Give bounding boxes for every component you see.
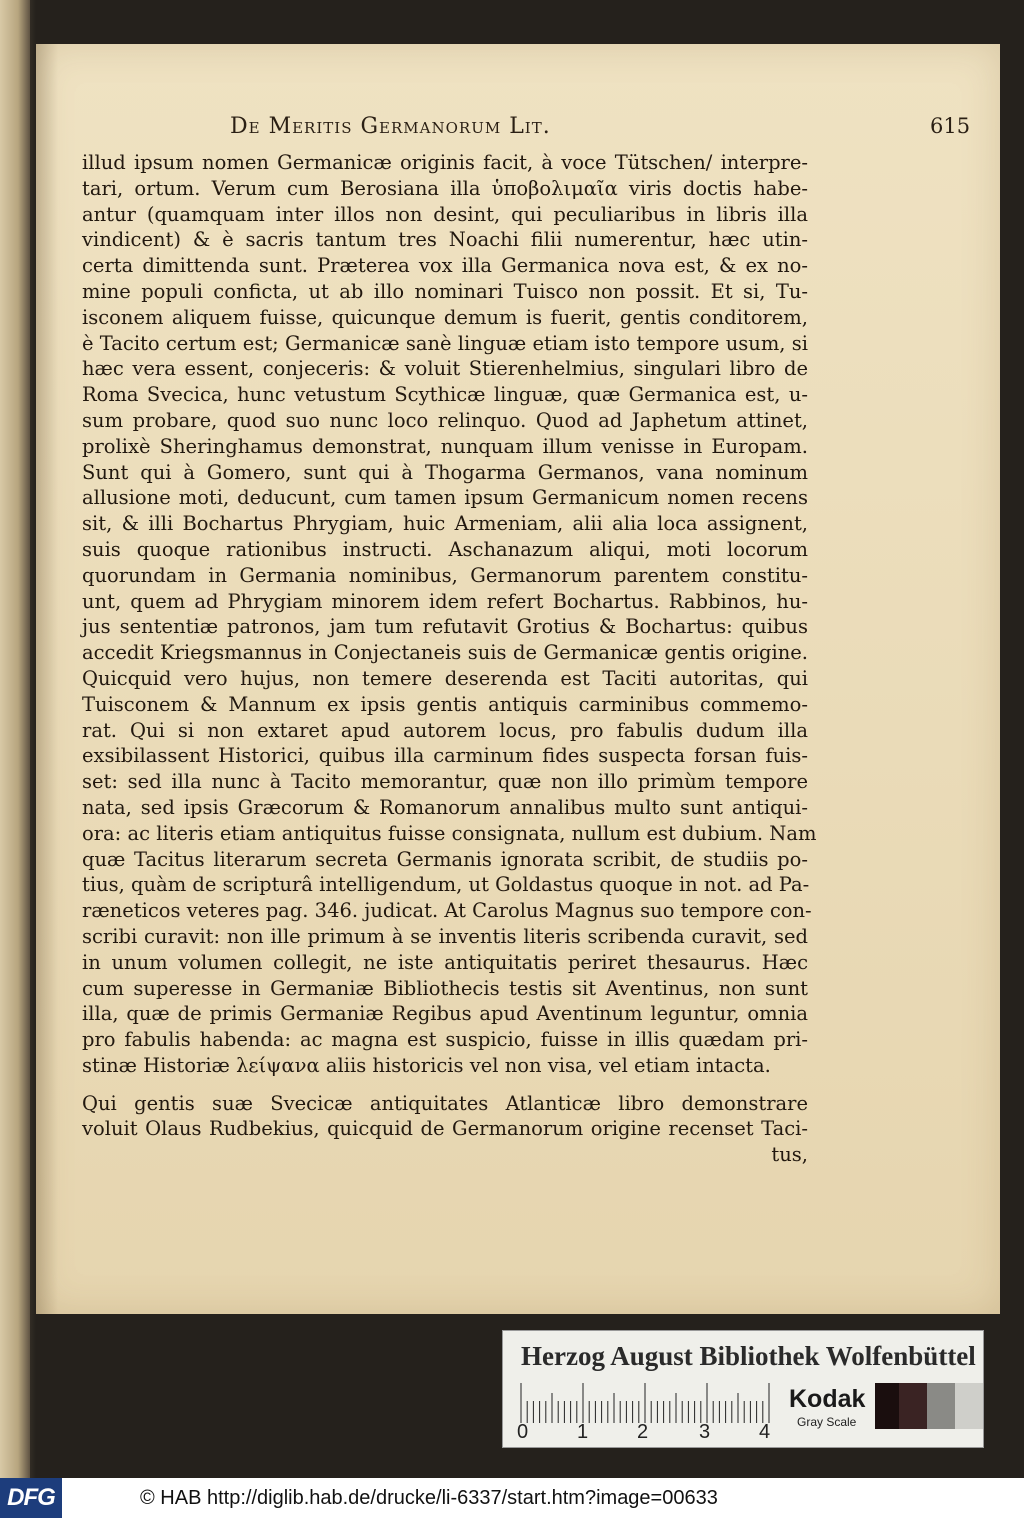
- text-line: set: sed illa nunc à Tacito memorantur, quæ non illo primùm tempore: [82, 770, 808, 794]
- text-line: vindicent) & è sacris tantum tres Noachi filii numerentur, hæc utin-: [82, 228, 808, 252]
- text-line: tius, quàm de scripturâ intelligendum, ut Goldastus quoque in not. ad Pa-: [82, 873, 810, 897]
- text-line: rat. Qui si non extaret apud autorem locus, pro fabulis dudum illa: [82, 718, 808, 742]
- text-line: certa dimittenda sunt. Præterea vox illa Germanica nova est, & ex no-: [82, 254, 808, 278]
- gray-scale-label: Gray Scale: [797, 1415, 857, 1429]
- ruler-number: 2: [637, 1421, 649, 1443]
- text-line: mine populi conficta, ut ab illo nominari Tuisco non possit. Et si, Tu-: [82, 279, 808, 303]
- gray-swatch: [955, 1383, 983, 1429]
- page-number: 615: [930, 114, 971, 138]
- text-line: quorundam in Germania nominibus, Germanorum parentem constitu-: [82, 563, 808, 587]
- library-name: Herzog August Bibliothek Wolfenbüttel: [521, 1341, 976, 1371]
- text-line: pro fabulis habenda: ac magna est suspicio, fuisse in illis quædam pri-: [82, 1028, 808, 1052]
- text-line: Tuisconem & Mannum ex ipsis gentis antiquis carminibus commemo-: [82, 692, 808, 716]
- copyright-link[interactable]: © HAB http://diglib.hab.de/drucke/li-6337/start.htm?image=00633: [140, 1487, 718, 1509]
- paragraph-2: [82, 1091, 808, 1168]
- kodak-logo: Kodak: [789, 1385, 866, 1413]
- text-line: illud ipsum nomen Germanicæ originis facit, à voce Tütschen/ interpre-: [82, 151, 808, 174]
- color-reference-card: [502, 1330, 984, 1448]
- ruler-numbers: [517, 1421, 779, 1445]
- text-line: sit, & illi Bochartus Phrygiam, huic Armeniam, alii alia loca assignent,: [82, 512, 808, 536]
- text-line: tus,: [771, 1143, 808, 1167]
- text-line: in unum volumen collegit, ne iste antiquitatis periret thesaurus. Hæc: [82, 950, 808, 974]
- viewer-footer: [0, 1478, 1024, 1518]
- text-line: jus sententiæ patronos, jam tum refutavit Grotius & Bochartus: quibus: [82, 615, 808, 639]
- text-line: Sunt qui à Gomero, sunt qui à Thogarma Germanos, vana nominum: [82, 460, 808, 484]
- text-line: accedit Kriegsmannus in Conjectaneis suis de Germanicæ gentis origine.: [82, 641, 808, 665]
- text-line: ora: ac literis etiam antiquitus fuisse consignata, nullum est dubium. Nam: [82, 821, 817, 845]
- text-line: antur (quamquam inter illos non desint, qui peculiaribus in libris illa: [82, 202, 808, 226]
- text-line: prolixè Sheringhamus demonstrat, nunquam illum venisse in Europam.: [82, 434, 808, 458]
- ruler-number: 3: [699, 1421, 711, 1443]
- paragraph-1: [82, 150, 817, 1079]
- text-line: Qui gentis suæ Svecicæ antiquitates Atlanticæ libro demonstrare: [82, 1091, 808, 1115]
- ruler-number: 0: [517, 1421, 529, 1443]
- text-line: scribi curavit: non ille primum à se inventis literis scribenda curavit, sed: [82, 924, 808, 948]
- text-line: tari, ortum. Verum cum Berosiana illa ὑποβολιμαῖα viris doctis habe-: [82, 176, 808, 200]
- text-line: suis quoque rationibus instructi. Aschanazum aliqui, moti locorum: [82, 537, 808, 561]
- running-head: De Meritis Germanorum Lit.: [230, 114, 551, 139]
- gray-swatch: [875, 1383, 899, 1429]
- page-text: [82, 150, 817, 1168]
- text-line: exsibilassent Historici, quibus illa carminum fides suspecta forsan fuis-: [82, 744, 808, 768]
- adjacent-page-edge: [0, 0, 30, 1478]
- text-line: cum superesse in Germaniæ Bibliothecis testis sit Aventinus, non sunt: [82, 976, 808, 1000]
- text-line: nata, sed ipsis Græcorum & Romanorum annalibus multo sunt antiqui-: [82, 795, 808, 819]
- ruler-number: 1: [577, 1421, 589, 1443]
- text-line: quæ Tacitus literarum secreta Germanis ignorata scribit, de studiis po-: [82, 847, 808, 871]
- text-line: Quicquid vero hujus, non temere deserenda est Taciti autoritas, qui: [82, 666, 808, 690]
- text-line: stinæ Historiæ λείψανα aliis historicis vel non visa, vel etiam intacta.: [82, 1053, 771, 1077]
- dfg-logo: DFG: [0, 1478, 62, 1518]
- text-line: è Tacito certum est; Germanicæ sanè linguæ etiam isto tempore usum, si: [82, 331, 808, 355]
- text-line: voluit Olaus Rudbekius, quicquid de Germanorum origine recenset Taci-: [82, 1117, 808, 1141]
- text-line: ræneticos veteres pag. 346. judicat. At Carolus Magnus suo tempore con-: [82, 899, 812, 923]
- text-line: Roma Svecica, hunc vetustum Scythicæ linguæ, quæ Germanica est, u-: [82, 383, 808, 407]
- text-line: hæc vera essent, conjeceris: & voluit Stierenhelmius, singulari libro de: [82, 357, 808, 381]
- gray-swatches: [875, 1383, 983, 1429]
- text-line: illa, quæ de primis Germaniæ Regibus apud Aventinum leguntur, omnia: [82, 1002, 808, 1026]
- text-line: allusione moti, deducunt, cum tamen ipsum Germanicum nomen recens: [82, 486, 808, 510]
- text-line: isconem aliquem fuisse, quicunque demum is fuerit, gentis conditorem,: [82, 305, 808, 329]
- ruler-scale: [519, 1383, 773, 1423]
- gray-swatch: [899, 1383, 927, 1429]
- text-line: unt, quem ad Phrygiam minorem idem refert Bochartus. Rabbinos, hu-: [82, 589, 808, 613]
- gray-swatch: [927, 1383, 955, 1429]
- ruler-number: 4: [759, 1421, 771, 1443]
- text-line: sum probare, quod suo nunc loco relinquo. Quod ad Japhetum attinet,: [82, 408, 808, 432]
